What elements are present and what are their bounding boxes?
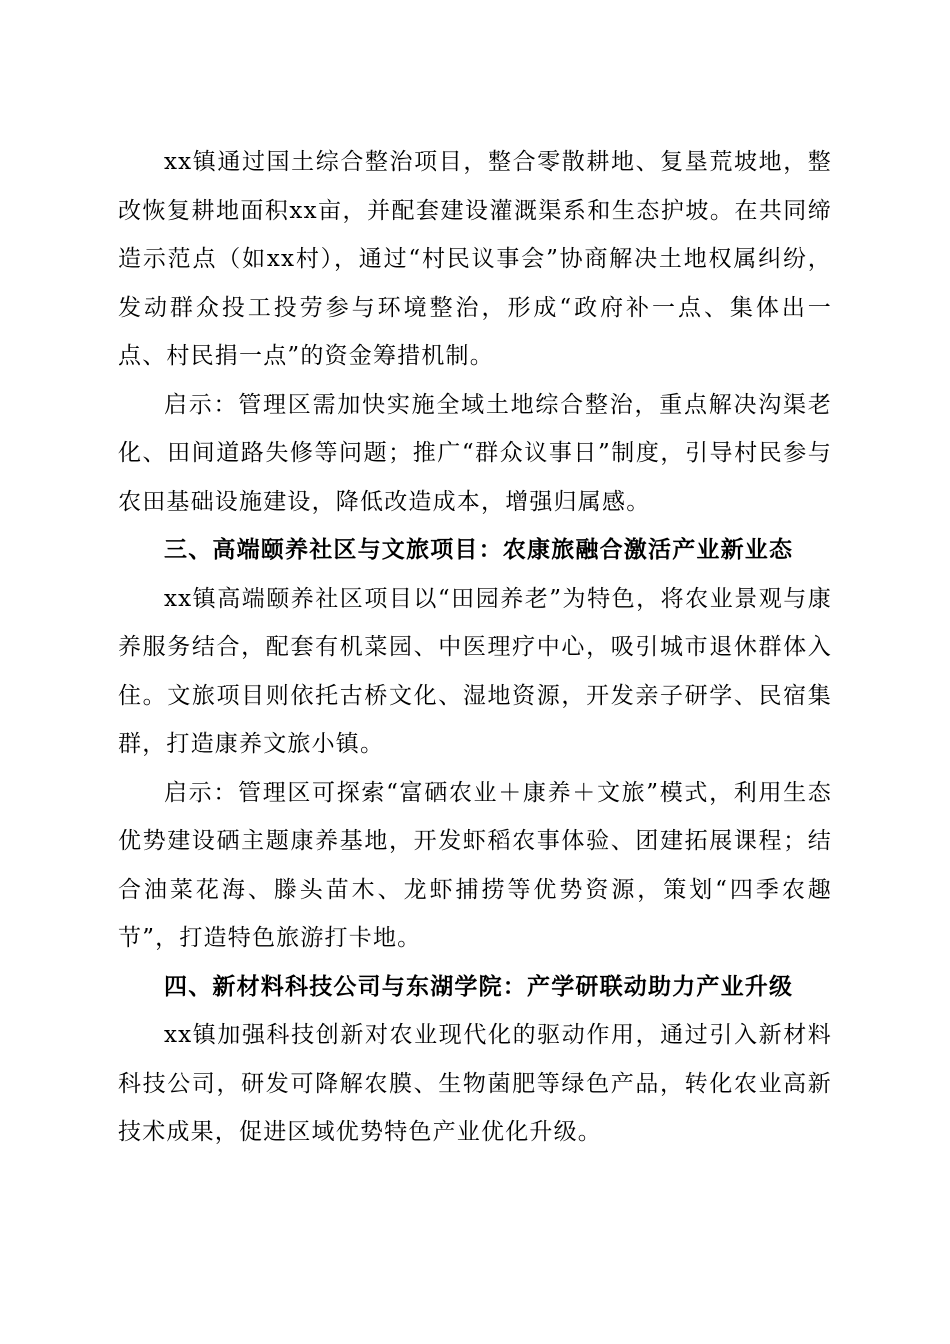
paragraph-tech-innovation: xx镇加强科技创新对农业现代化的驱动作用，通过引入新材料科技公司，研发可降解农膜、生物菌肥等绿色产品，转化农业高新技术成果，促进区域优势特色产业优化升级。	[118, 1022, 832, 1145]
section-heading-three: 三、高端颐养社区与文旅项目：农康旅融合激活产业新业态	[164, 537, 794, 563]
paragraph-land-consolidation: xx镇通过国土综合整治项目，整合零散耕地、复垦荒坡地，整改恢复耕地面积xx亩，并配套建设灌溉渠系和生态护坡。在共同缔造示范点（如xx村），通过“村民议事会”协商解决土地权属纠纷，发动群众投工投劳参与环境整治，形成“政府补一点、集体出一点、村民捐一点”的资金筹措机制。	[118, 149, 832, 369]
paragraph-insight-land: 启示：管理区需加快实施全域土地综合整治，重点解决沟渠老化、田间道路失修等问题；推广“群众议事日”制度，引导村民参与农田基础设施建设，降低改造成本，增强归属感。	[118, 391, 832, 515]
document-body	[118, 138, 832, 1157]
paragraph-eldercare-tourism: xx镇高端颐养社区项目以“田园养老”为特色，将农业景观与康养服务结合，配套有机菜园、中医理疗中心，吸引城市退休群体入住。文旅项目则依托古桥文化、湿地资源，开发亲子研学、民宿集群，打造康养文旅小镇。	[118, 585, 832, 757]
section-heading-four: 四、新材料科技公司与东湖学院：产学研联动助力产业升级	[164, 973, 794, 1000]
paragraph-insight-tourism: 启示：管理区可探索“富硒农业＋康养＋文旅”模式，利用生态优势建设硒主题康养基地，开发虾稻农事体验、团建拓展课程；结合油菜花海、滕头苗木、龙虾捕捞等优势资源，策划“四季农趣节”，打造特色旅游打卡地。	[118, 779, 832, 951]
